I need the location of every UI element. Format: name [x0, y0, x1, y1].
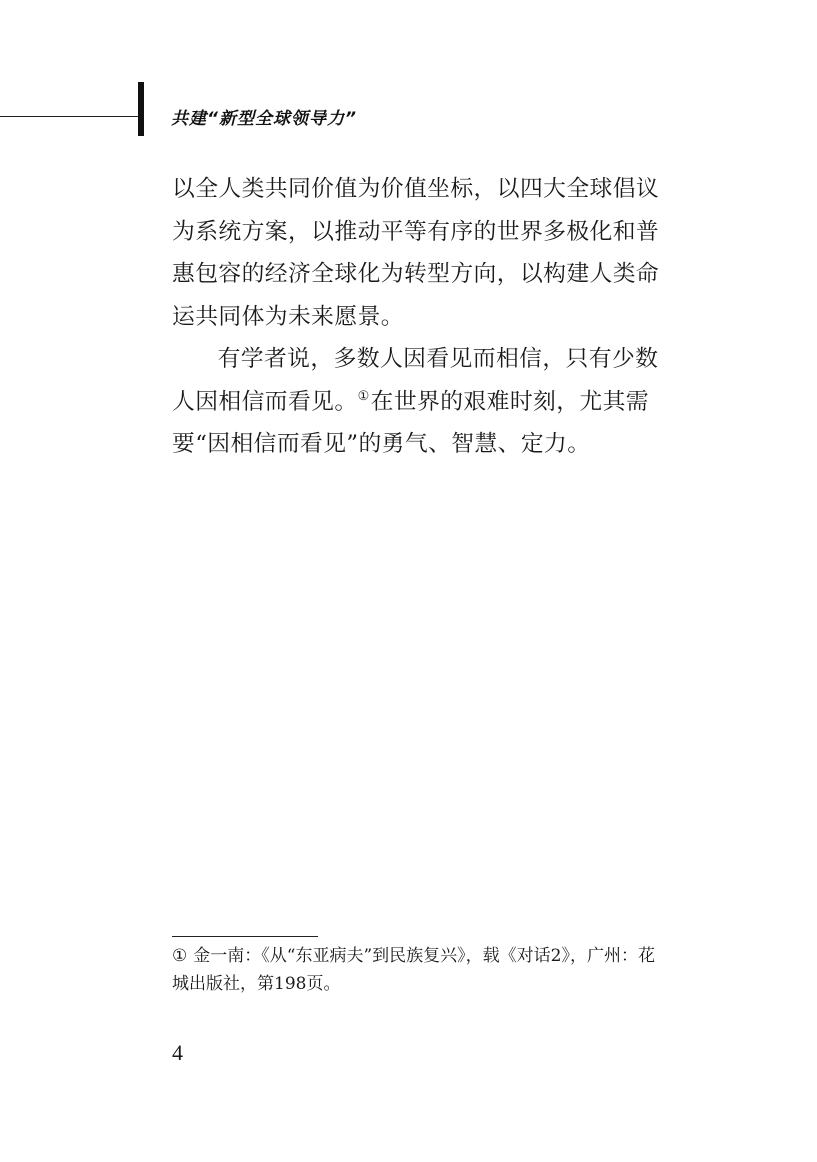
page-number: 4	[172, 1040, 183, 1065]
footnote-rule	[172, 936, 318, 937]
running-head: 共建“新型全球领导力”	[171, 109, 357, 129]
paragraph-1: 以全人类共同价值为价值坐标，以四大全球倡议为系统方案，以推动平等有序的世界多极化和普惠包容的经济全球化为转型方向，以构建人类命运共同体为未来愿景。	[172, 176, 660, 330]
paragraph-2	[172, 338, 662, 466]
header-rule	[0, 116, 138, 117]
footnote	[172, 942, 664, 998]
paragraph-2-after: 在世界的艰难时刻，尤其需要“因相信而看见”的勇气、智慧、定力。	[172, 388, 650, 457]
footnote-mark: ①	[172, 946, 188, 966]
footnote-reference[interactable]: ①	[357, 388, 370, 404]
header-bar	[138, 82, 144, 136]
paragraph-2-before: 有学者说，多数人因看见而相信，只有少数人因相信而看见。	[172, 346, 659, 415]
body-text	[172, 168, 662, 466]
footnote-text: 金一南：《从“东亚病夫”到民族复兴》，载《对话2》，广州：花城出版社，第198页。	[172, 946, 655, 994]
